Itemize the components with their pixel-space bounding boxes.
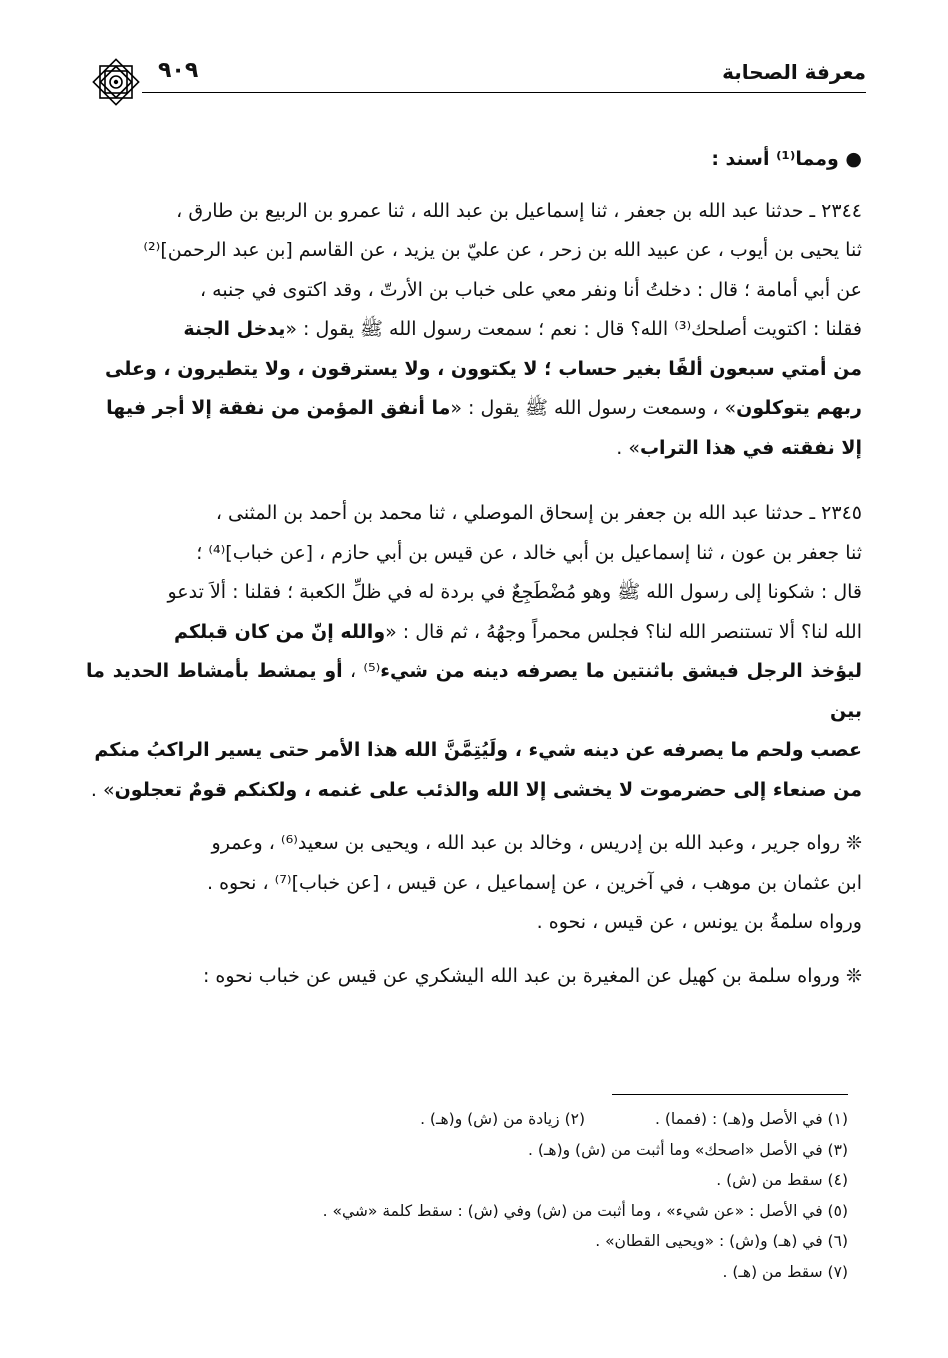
text-line: ٢٣٤٥ ـ حدثنا عبد الله بن جعفر بن إسحاق الموصلي ، ثنا محمد بن أحمد بن المثنى ،	[215, 502, 862, 524]
header-rule	[142, 92, 866, 93]
text-line: ورواه سلمةُ بن يونس ، عن قيس ، نحوه .	[536, 911, 862, 933]
footnotes	[86, 1104, 848, 1287]
text-line: ٢٣٤٤ ـ حدثنا عبد الله بن جعفر ، ثنا إسماعيل بن عبد الله ، ثنا عمرو بن الربيع بن طارق ،	[176, 199, 862, 222]
footnote-2: (٢) زيادة من (ش) و(هـ) .	[420, 1110, 586, 1128]
riwaya-note-1	[86, 824, 862, 943]
octagram-ornament-icon	[86, 52, 146, 112]
hadith-2345	[86, 494, 862, 810]
text-line: ❊ رواه جرير ، وعبد الله بن إدريس ، وخالد بن عبد الله ، ويحيى بن سعيد⁽⁶⁾ ، وعمرو	[211, 832, 862, 854]
text-line: الله لنا؟ ألا تستنصر الله لنا؟ فجلس محمراً وجهُهُ ، ثم قال : «والله إنّ من كان قبلكم	[174, 620, 862, 643]
footnote-4: (٤) سقط من (ش) .	[716, 1171, 848, 1189]
riwaya-note-2	[86, 957, 862, 997]
body-text	[86, 140, 862, 996]
text-line: قال : شكونا إلى رسول الله ﷺ وهو مُضْطَجِعٌ في بردة له في ظلِّ الكعبة ؛ فقلنا : ألاَ تدعو	[167, 581, 862, 603]
section-heading: ● ومما⁽¹⁾ أسند :	[711, 148, 862, 170]
page-number: ٩٠٩	[158, 58, 199, 83]
footnote-7: (٧) سقط من (هـ) .	[722, 1262, 848, 1281]
text-line: إلا نفقته في هذا التراب» .	[616, 436, 862, 459]
footnote-row	[86, 1104, 848, 1135]
text-line: عن أبي أمامة ؛ قال : دخلتُ أنا ونفر معي على خباب بن الأرتّ ، وقد اكتوى في جنبه ،	[199, 278, 862, 301]
text-line: ❊ ورواه سلمة بن كهيل عن المغيرة بن عبد الله اليشكري عن قيس عن خباب نحوه :	[202, 964, 862, 987]
footnote-6: (٦) في (هـ) و(ش) : «ويحيى القطان» .	[595, 1232, 848, 1250]
text-line: فقلنا : اكتويت أصلحك⁽³⁾ الله؟ قال : نعم ؛ سمعت رسول الله ﷺ يقول : «يدخل الجنة	[183, 318, 862, 340]
footnote-3: (٣) في الأصل «اصحك» وما أثبت من (ش) و(هـ) .	[527, 1140, 848, 1159]
text-line: ليؤخذ الرجل فيشق باثنتين ما يصرفه دينه من شيء⁽⁵⁾ ، أو يمشط بأمشاط الحديد ما بين	[86, 660, 862, 722]
text-line: من صنعاء إلى حضرموت لا يخشى إلا الله والذئب على غنمه ، ولكنكم قومٌ تعجلون» .	[90, 778, 862, 801]
footnote-1: (١) في الأصل و(هـ) : (فمما) .	[655, 1110, 848, 1128]
footnote-5: (٥) في الأصل : «عن شيء» ، وما أثبت من (ش) وفي (ش) : سقط كلمة «شي» .	[322, 1201, 848, 1220]
text-line: ثنا جعفر بن عون ، ثنا إسماعيل بن أبي خالد ، عن قيس بن أبي حازم ، [عن خباب]⁽⁴⁾ ؛	[196, 541, 862, 564]
page-header	[86, 52, 866, 108]
text-line: عصب ولحم ما يصرفه عن دينه شيء ، ولَيُتِمَّنَّ الله هذا الأمر حتى يسير الراكبُ منكم	[94, 739, 862, 761]
text-line: ثنا يحيى بن أيوب ، عن عبيد الله بن زحر ، عن عليّ بن يزيد ، عن القاسم [بن عبد الرحمن]⁽²⁾	[143, 239, 862, 261]
text-line: ربهم يتوكلون» ، وسمعت رسول الله ﷺ يقول : «ما أنفق المؤمن من نفقة إلا أجر فيها	[106, 397, 862, 419]
text-line: ابن عثمان بن موهب ، في آخرين ، عن إسماعيل ، عن قيس ، [عن خباب]⁽⁷⁾ ، نحوه .	[207, 871, 862, 894]
text-line: من أمتي سبعون ألفًا بغير حساب ؛ لا يكتوون ، ولا يسترقون ، ولا يتطيرون ، وعلى	[105, 357, 862, 380]
hadith-2344	[86, 192, 862, 469]
footnote-rule	[612, 1094, 848, 1095]
running-title: معرفة الصحابة	[722, 60, 866, 84]
